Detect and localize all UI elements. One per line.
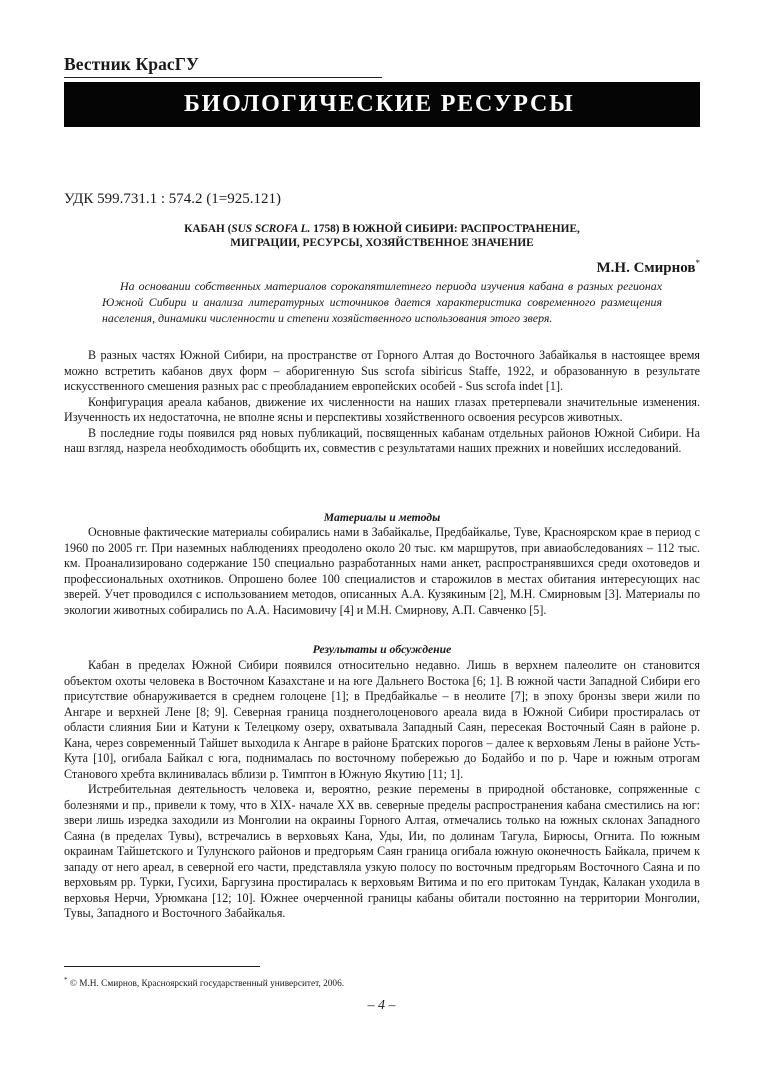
page-number: – 4 – — [367, 998, 396, 1013]
journal-name: Вестник КрасГУ — [64, 54, 199, 74]
results-section — [64, 658, 700, 922]
footnote — [64, 976, 344, 989]
footnote-rule — [64, 966, 260, 967]
footnote-text: © М.Н. Смирнов, Красноярский государственный университет, 2006. — [67, 979, 345, 990]
methods-heading: Материалы и методы — [323, 511, 441, 524]
results-paragraph: Кабан в пределах Южной Сибири появился относительно недавно. Лишь в верхнем палеолите он становится объектом охоты человека в Восточном Казахстане и на юге Дальнего Востока [6; 1]. В южной части Западной Сибири его присутствие обнаруживается в среднем голоцене [1]; в Предбайкалье – в неолите [7]; в эпоху бронзы звери жили по Ангаре и верхней Лене [8; 9]. Северная граница позднеголоценового ареала вида в Южной Сибири простиралась от области слияния Бии и Катуни к Телецкому озеру, охватывала Западный Саян, пересекая Восточный Саян в районе р. Кана, через современный Тайшет выходила к Ангаре в районе Братских порогов – далее к верховьям Лены в районе Усть-Кута [10], огибала Байкал с юга, поднималась по восточному побережью до Бодайбо и по р. Чаре и южным отрогам Станового хребта вклинивалась вблизи р. Тимптон в Южную Якутию [11; 1]. — [64, 658, 700, 781]
section-banner: БИОЛОГИЧЕСКИЕ РЕСУРСЫ — [64, 82, 700, 127]
intro-paragraph: Конфигурация ареала кабанов, движение их численности на наших глазах претерпевали значительные изменения. Изученность их недостаточна, не вполне ясны и перспективы хозяйственного освоения ресурсов животных. — [64, 394, 700, 424]
title-line2: МИГРАЦИИ, РЕСУРСЫ, ХОЗЯЙСТВЕННОЕ ЗНАЧЕНИЕ — [230, 237, 534, 249]
title-latin-name: SUS SCROFA L. — [231, 223, 311, 235]
title-line1-rest: 1758) В ЮЖНОЙ СИБИРИ: РАСПРОСТРАНЕНИЕ, — [310, 223, 580, 235]
footnote-mark: * — [64, 976, 68, 984]
intro-paragraph: В разных частях Южной Сибири, на пространстве от Горного Алтая до Восточного Забайкалья в настоящее время можно встретить кабанов двух форм – аборигенную Sus scrofa sibiricus Staffe, 1922, и образованную в результате искусственного смешения разных рас с преобладанием европейских особей - Sus scrofa indet [1]. — [64, 348, 700, 393]
article-title — [64, 222, 700, 250]
intro-section — [64, 348, 700, 457]
author-name-text: М.Н. Смирнов — [596, 260, 696, 276]
abstract: На основании собственных материалов сорокапятилетнего периода изучения кабана в разных регионах Южной Сибири и анализа литературных источников дается характеристика современного размещения населения, динамики численности и степени хозяйственного использования этого зверя. — [102, 279, 662, 325]
author-footnote-mark: * — [695, 258, 700, 268]
udk-code: УДК 599.731.1 : 574.2 (1=925.121) — [64, 191, 281, 207]
results-heading: Результаты и обсуждение — [312, 643, 452, 656]
methods-paragraph: Основные фактические материалы собирались нами в Забайкалье, Предбайкалье, Туве, Красноярском крае в период с 1960 по 2005 гг. При наземных наблюдениях преодолено около 20 тыс. км маршрутов, при авиаобследованиях – 112 тыс. км. Проанализировано содержание 150 специально разработанных нами анкет, распространявшихся среди охотоведов и профессиональных охотников. Опрошено более 100 специалистов и старожилов в местах обитания интересующих нас зверей. Учет проводился с использованием методов, описанных А.А. Кузякиным [2], М.Н. Смирновым [3]. Материалы по экологии животных собирались по А.А. Насимовичу [4] и М.Н. Смирнову, А.П. Савченко [5]. — [64, 525, 700, 617]
intro-paragraph: В последние годы появился ряд новых публикаций, посвященных кабанам отдельных районов Южной Сибири. На наш взгляд, назрела необходимость обобщить их, совместив с результатами наших прежних и новейших исследований. — [64, 425, 700, 455]
journal-rule — [64, 77, 382, 78]
author-name — [597, 260, 700, 277]
title-prefix: КАБАН ( — [184, 223, 232, 235]
results-paragraph: Истребительная деятельность человека и, вероятно, резкие перемены в природной обстановке, сопряженные с болезнями и пр., привели к тому, что в XIX- начале XX вв. северные пределы распространения кабана сместились на юг: звери лишь изредка заходили из Монголии на окраины Горного Алтая, отмечались только на южных склонах Западного Саяна (в пределах Тувы), встречались в верховьях Кана, Уды, Ии, по долинам Тагула, Бирюсы, Огнита. По южным окраинам Тайшетского и Тулунского районов и предгорьям Саян граница огибала южную оконечность Байкала, причем к западу от него ареал, в северной его части, представляла узкую полосу по восточным предгорьям Восточного Саяна и по верховьям рр. Турки, Гусихи, Баргузина простиралась к верховьям Витима и по его притокам Тундак, Калакан уходила в верховья Нерчи, Урюмкана [12; 10]. Южнее очерченной границы кабаны обитали постоянно на территории Монголии, Тувы, Западного и Восточного Забайкалья. — [64, 782, 700, 920]
methods-section — [64, 525, 700, 618]
